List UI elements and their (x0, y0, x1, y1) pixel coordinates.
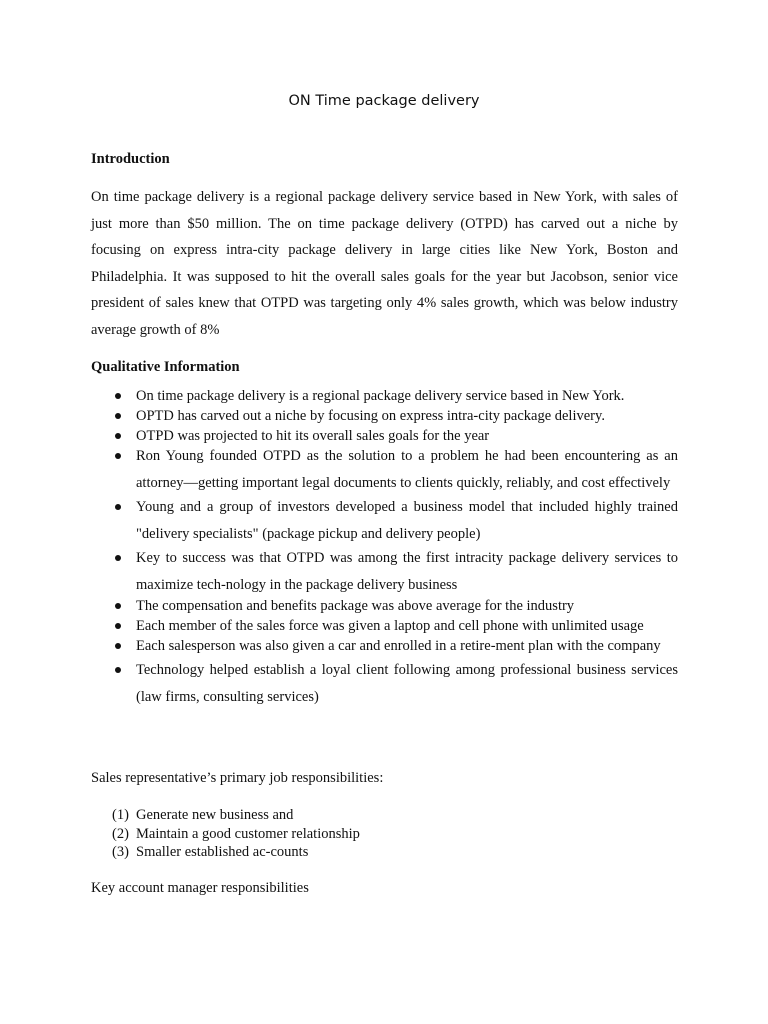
bullet-dot-icon (115, 433, 121, 439)
list-number: (3) (112, 844, 129, 860)
bullet-item (91, 494, 678, 548)
introduction-paragraph: On time package delivery is a regional package delivery service based in New York, with sales of just more than $50 million. The on time package delivery (OTPD) has carved out a niche by focusing on express intra-city package delivery in large cities like New York, Boston and Philadelphia. It was supposed to hit the overall sales goals for the year but Jacobson, senior vice president of sales knew that OTPD was targeting only 4% sales growth, which was below industry average growth of 8% (91, 189, 678, 338)
list-number: (2) (112, 825, 129, 842)
responsibility-text: Maintain a good customer relationship (136, 825, 360, 842)
bullet-text: Key to success was that OTPD was among the first intracity package delivery services to maximize tech-nology in the package delivery business (136, 550, 678, 593)
bullet-dot-icon (115, 453, 121, 459)
bullet-dot-icon (115, 667, 121, 673)
key-account-paragraph: Key account manager responsibilities (91, 880, 309, 896)
bullet-item (91, 386, 678, 406)
introduction-heading: Introduction (91, 151, 170, 167)
bullet-text: OTPD was projected to hit its overall sales goals for the year (136, 428, 490, 444)
bullet-item (91, 596, 678, 616)
bullet-text: The compensation and benefits package was above average for the industry (136, 598, 575, 614)
bullet-dot-icon (115, 623, 121, 629)
document-title: ON Time package delivery (288, 93, 480, 109)
bullet-dot-icon (115, 643, 121, 649)
bullet-text: Each member of the sales force was given a laptop and cell phone with unlimited usage (136, 618, 644, 634)
bullet-text: On time package delivery is a regional package delivery service based in New York. (136, 388, 625, 404)
bullet-text: Technology helped establish a loyal client following among professional business services (law firms, consulting services) (136, 662, 678, 705)
bullet-dot-icon (115, 555, 121, 561)
bullet-item (91, 545, 678, 599)
bullet-text: Young and a group of investors developed a business model that included highly trained "delivery specialists" (package pickup and delivery people) (136, 499, 678, 542)
bullet-dot-icon (115, 603, 121, 609)
sales-representative-paragraph: Sales representative’s primary job responsibilities: (91, 770, 384, 786)
qualitative-information-heading: Qualitative Information (91, 359, 240, 375)
bullet-text: Each salesperson was also given a car and enrolled in a retire-ment plan with the company (136, 638, 661, 654)
responsibility-text: Smaller established ac-counts (136, 844, 309, 860)
bullet-item (91, 657, 678, 711)
bullet-item (91, 633, 678, 660)
responsibility-item (91, 825, 360, 844)
bullet-text: OPTD has carved out a niche by focusing on express intra-city package delivery. (136, 408, 605, 424)
bullet-text: Ron Young founded OTPD as the solution to a problem he had been encountering as an attorney—getting important legal documents to clients quickly, reliably, and cost effectively (136, 448, 678, 491)
bullet-dot-icon (115, 504, 121, 510)
responsibility-item (91, 806, 360, 825)
responsibility-item (91, 843, 360, 862)
bullet-dot-icon (115, 393, 121, 399)
bullet-item (91, 406, 678, 426)
bullet-dot-icon (115, 413, 121, 419)
list-number: (1) (112, 807, 129, 823)
bullet-item (91, 443, 678, 497)
responsibility-text: Generate new business and (136, 807, 294, 823)
qualitative-bullet-list (91, 386, 678, 708)
responsibilities-list (91, 806, 360, 862)
